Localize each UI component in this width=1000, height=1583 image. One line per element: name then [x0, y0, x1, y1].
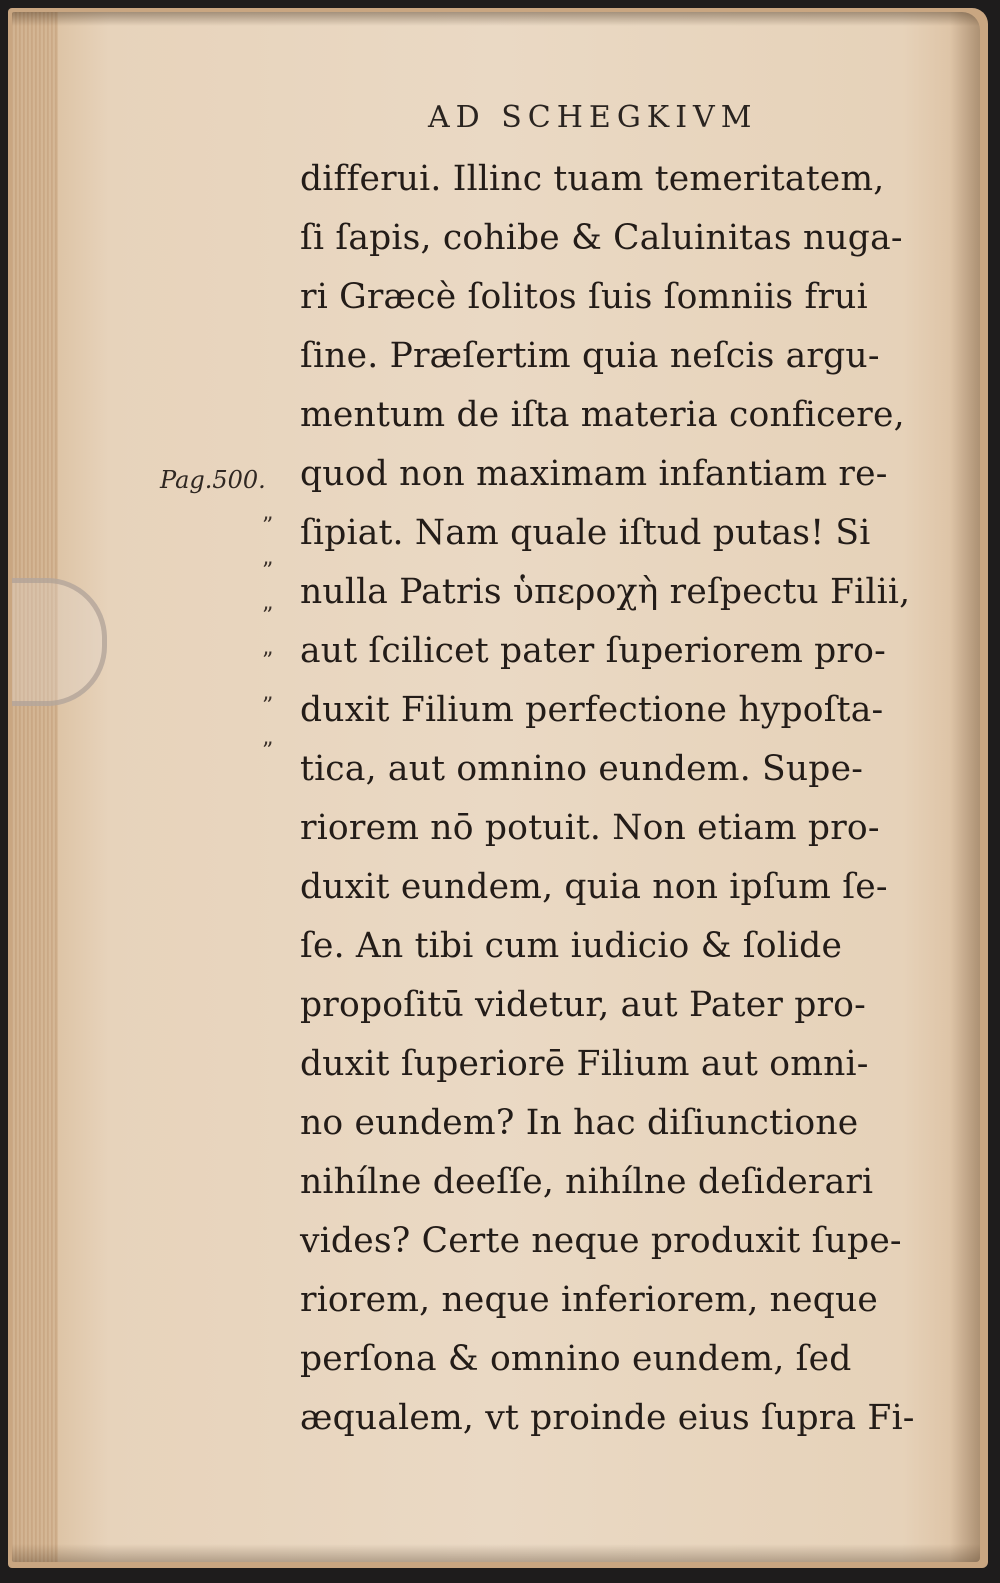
text-line: duxit ſuperiorē Filium aut omni-: [300, 1044, 869, 1084]
quote-mark: ”: [262, 604, 274, 629]
text-line: duxit Filium perfectione hypoſta-: [300, 690, 884, 730]
running-head: AD SCHEGKIVM: [428, 100, 758, 135]
text-line: mentum de iſta materia conficere,: [300, 395, 905, 435]
text-line: perſona & omnino eundem, ſed: [300, 1339, 852, 1379]
text-line: quod non maximam infantiam re-: [300, 454, 888, 494]
quote-mark: ”: [262, 739, 274, 764]
text-line: nihílne deeſſe, nihílne deſiderari: [300, 1162, 874, 1202]
text-line: riorem, neque inferiorem, neque: [300, 1280, 879, 1320]
page-fore-edge: [12, 12, 58, 1562]
quote-mark: ”: [262, 694, 274, 719]
text-line: tica, aut omnino eundem. Supe-: [300, 749, 864, 789]
text-line: ſi ſapis, cohibe & Caluinitas nuga-: [300, 218, 903, 258]
body-text: [300, 150, 940, 1448]
text-line: nulla Patris ὑπεροχὴ reſpectu Filii,: [300, 572, 911, 612]
text-line: aut ſcilicet pater ſuperiorem pro-: [300, 631, 886, 671]
margin-note: Pag.500.: [160, 466, 266, 494]
quote-mark: ”: [262, 649, 274, 674]
page-clip: [12, 578, 107, 706]
text-line: riorem nō potuit. Non etiam pro-: [300, 808, 880, 848]
page-right-shadow: [950, 12, 980, 1562]
text-line: ſine. Præſertim quia neſcis argu-: [300, 336, 880, 376]
quote-mark: ”: [262, 514, 274, 539]
text-line: vides? Certe neque produxit ſupe-: [300, 1221, 902, 1261]
page-bottom-shadow: [12, 1544, 980, 1562]
text-line: no eundem? In hac diſiunctione: [300, 1103, 859, 1143]
text-line: propoſitū videtur, aut Pater pro-: [300, 985, 866, 1025]
text-line: ſe. An tibi cum iudicio & ſolide: [300, 926, 843, 966]
page-top-shadow: [12, 12, 980, 26]
text-line: ſipiat. Nam quale iſtud putas! Si: [300, 513, 871, 553]
text-line: ri Græcè ſolitos ſuis ſomniis frui: [300, 277, 868, 317]
text-line: duxit eundem, quia non ipſum ſe-: [300, 867, 888, 907]
quotation-marks: [262, 516, 292, 786]
text-line: æqualem, vt proinde eius ſupra Fi-: [300, 1398, 915, 1438]
quote-mark: ”: [262, 559, 274, 584]
text-line: differui. Illinc tuam temeritatem,: [300, 159, 885, 199]
